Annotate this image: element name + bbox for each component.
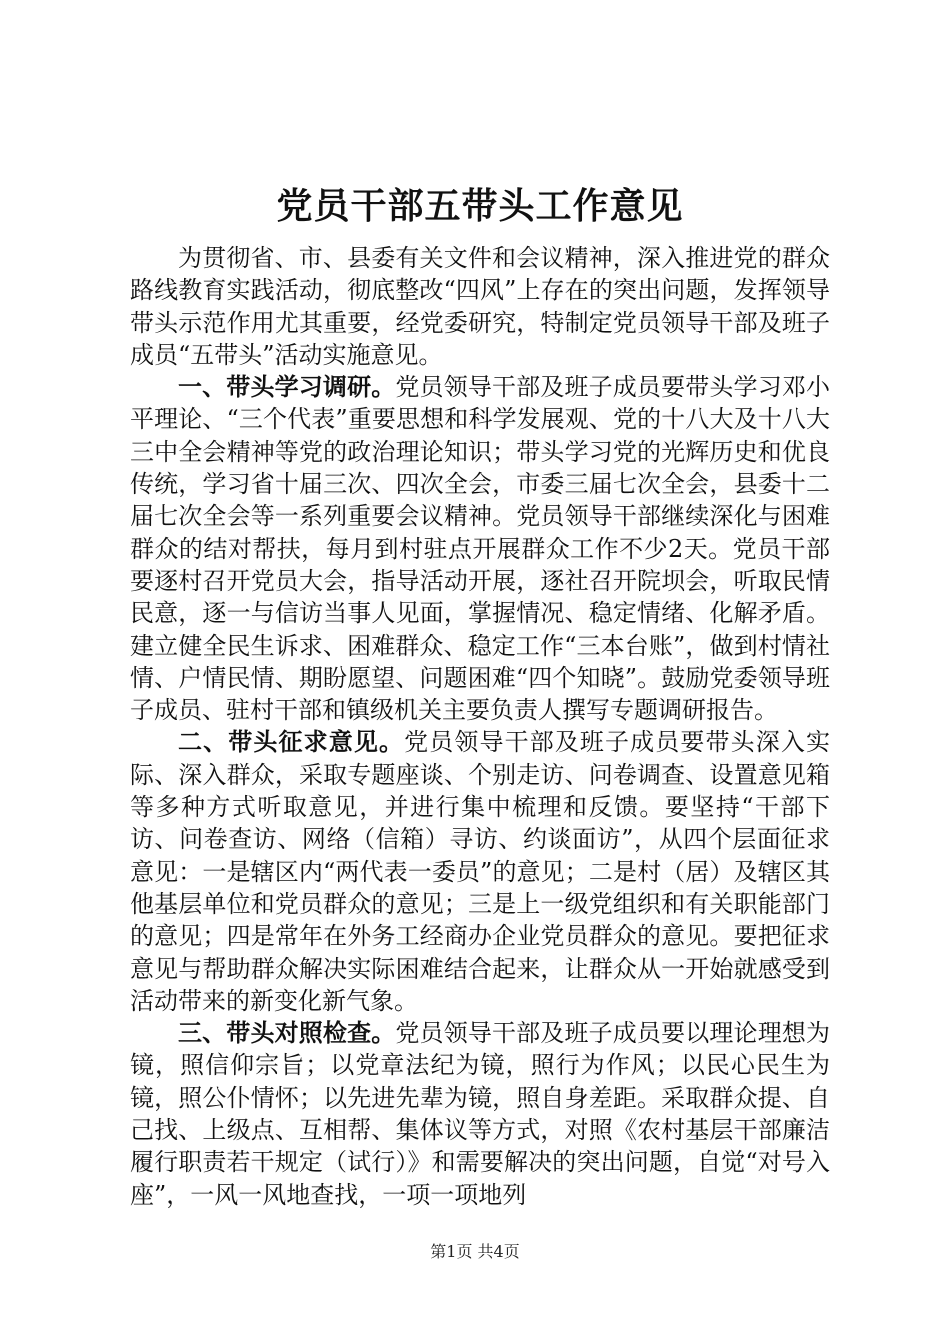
page-footer: 第1页 共4页 xyxy=(430,1242,520,1261)
section-heading-3: 三、带头对照检查。 xyxy=(178,1018,396,1048)
section-paragraph-2 xyxy=(130,726,830,1017)
section-body-2: 党员领导干部及班子成员要带头深入实际、深入群众，采取专题座谈、个别走访、问卷调查、设置意见箱等多种方式听取意见，并进行集中梳理和反馈。要坚持“干部下访、问卷查访、网络（信箱）寻访、约谈面访”，从四个层面征求意见：一是辖区内“两代表一委员”的意见；二是村（居）及辖区其他基层单位和党员群众的意见；三是上一级党组织和有关职能部门的意见；四是常年在外务工经商办企业党员群众的意见。要把征求意见与帮助群众解决实际困难结合起来，让群众从一开始就感受到活动带来的新变化新气象。 xyxy=(130,728,831,1015)
document-title: 党员干部五带头工作意见 xyxy=(276,185,684,227)
section-body-3: 党员领导干部及班子成员要以理论理想为镜，照信仰宗旨；以党章法纪为镜，照行为作风；以民心民生为镜，照公仆情怀；以先进先辈为镜，照自身差距。采取群众提、自己找、上级点、互相帮、集体议等方式，对照《农村基层干部廉洁履行职责若干规定（试行）》和需要解决的突出问题，自觉“对号入座”，一风一风地查找，一项一项地列 xyxy=(130,1019,831,1209)
section-paragraph-1 xyxy=(130,371,830,726)
section-heading-2: 二、带头征求意见。 xyxy=(178,727,405,757)
section-heading-1: 一、带头学习调研。 xyxy=(178,372,396,402)
section-paragraph-3 xyxy=(130,1017,830,1211)
document-page xyxy=(130,176,830,1211)
section-body-1: 党员领导干部及班子成员要带头学习邓小平理论、“三个代表”重要思想和科学发展观、党的十八大及十八大三中全会精神等党的政治理论知识；带头学习党的光辉历史和优良传统，学习省十届三次、四次全会，市委三届七次全会，县委十二届七次全会等一系列重要会议精神。党员领导干部继续深化与困难群众的结对帮扶，每月到村驻点开展群众工作不少2天。党员干部要逐村召开党员大会，指导活动开展，逐社召开院坝会，听取民情民意，逐一与信访当事人见面，掌握情况、稳定情绪、化解矛盾。建立健全民生诉求、困难群众、稳定工作“三本台账”，做到村情社情、户情民情、期盼愿望、问题困难“四个知晓”。鼓励党委领导班子成员、驻村干部和镇级机关主要负责人撰写专题调研报告。 xyxy=(130,373,831,725)
intro-paragraph: 为贯彻省、市、县委有关文件和会议精神，深入推进党的群众路线教育实践活动，彻底整改“四风”上存在的突出问题，发挥领导带头示范作用尤其重要，经党委研究，特制定党员领导干部及班子成员“五带头”活动实施意见。 xyxy=(130,244,830,369)
